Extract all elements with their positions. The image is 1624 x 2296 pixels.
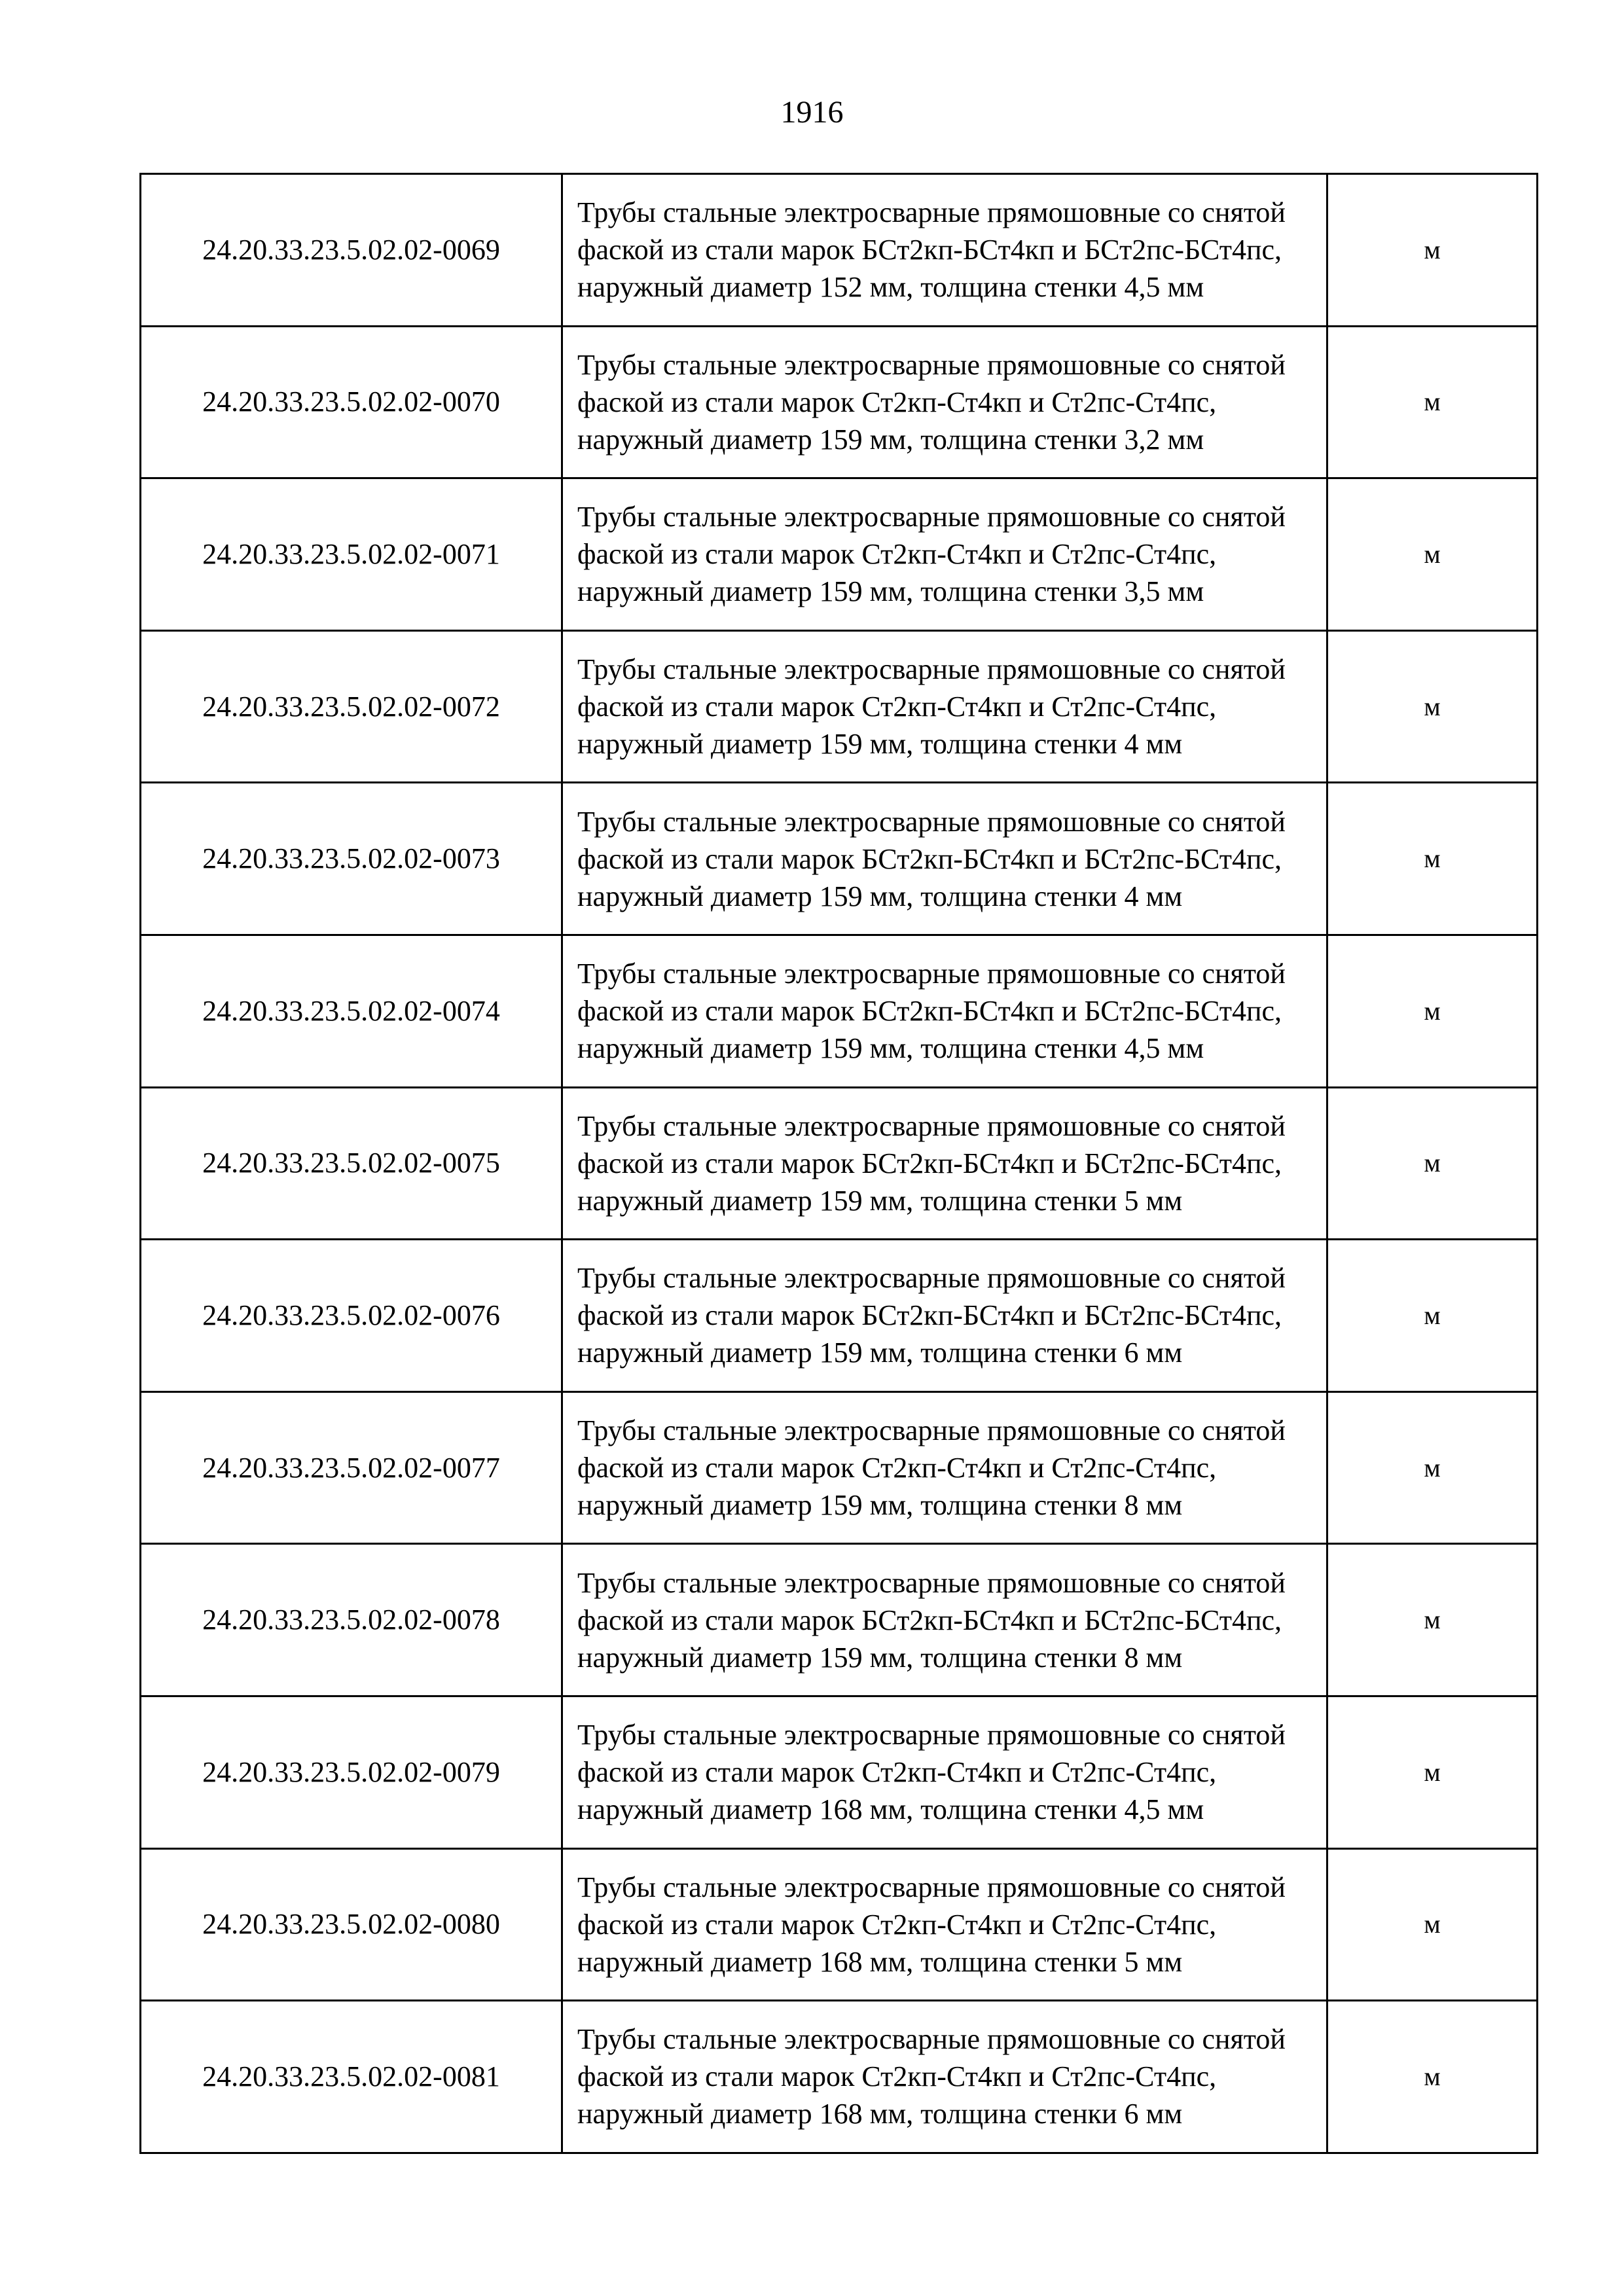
resource-code: 24.20.33.23.5.02.02-0072 [141,630,562,783]
unit-of-measure: м [1327,478,1538,631]
unit-of-measure: м [1327,1848,1538,2001]
resource-code: 24.20.33.23.5.02.02-0073 [141,783,562,935]
resource-code: 24.20.33.23.5.02.02-0070 [141,326,562,478]
table-row [141,630,1538,783]
resource-code: 24.20.33.23.5.02.02-0078 [141,1544,562,1696]
resource-code: 24.20.33.23.5.02.02-0074 [141,935,562,1087]
resource-code: 24.20.33.23.5.02.02-0079 [141,1696,562,1848]
table-row [141,1240,1538,1392]
resource-code: 24.20.33.23.5.02.02-0077 [141,1391,562,1544]
table-row [141,935,1538,1087]
resource-description: Трубы стальные электросварные прямошовные со снятой фаской из стали марок Ст2кп-Ст4кп и Ст2пс-Ст4пс, наружный диаметр 168 мм, толщина стенки 5 мм [562,1848,1327,2001]
resource-description: Трубы стальные электросварные прямошовные со снятой фаской из стали марок БСт2кп-БСт4кп и БСт2пс-БСт4пс, наружный диаметр 159 мм, толщина стенки 8 мм [562,1544,1327,1696]
table-row [141,478,1538,631]
page-number: 1916 [780,95,844,130]
table-row [141,2001,1538,2153]
resource-code: 24.20.33.23.5.02.02-0069 [141,174,562,327]
unit-of-measure: м [1327,2001,1538,2153]
unit-of-measure: м [1327,1544,1538,1696]
resource-code: 24.20.33.23.5.02.02-0076 [141,1240,562,1392]
resource-code: 24.20.33.23.5.02.02-0080 [141,1848,562,2001]
resource-description: Трубы стальные электросварные прямошовные со снятой фаской из стали марок БСт2кп-БСт4кп и БСт2пс-БСт4пс, наружный диаметр 159 мм, толщина стенки 5 мм [562,1087,1327,1240]
resource-description: Трубы стальные электросварные прямошовные со снятой фаской из стали марок БСт2кп-БСт4кп и БСт2пс-БСт4пс, наружный диаметр 159 мм, толщина стенки 4,5 мм [562,935,1327,1087]
resource-description: Трубы стальные электросварные прямошовные со снятой фаской из стали марок БСт2кп-БСт4кп и БСт2пс-БСт4пс, наружный диаметр 152 мм, толщина стенки 4,5 мм [562,174,1327,327]
unit-of-measure: м [1327,326,1538,478]
resource-description: Трубы стальные электросварные прямошовные со снятой фаской из стали марок Ст2кп-Ст4кп и Ст2пс-Ст4пс, наружный диаметр 168 мм, толщина стенки 6 мм [562,2001,1327,2153]
table-row [141,783,1538,935]
resource-table [139,173,1538,2154]
table-row [141,174,1538,327]
unit-of-measure: м [1327,1391,1538,1544]
unit-of-measure: м [1327,1696,1538,1848]
table-row [141,1696,1538,1848]
resource-description: Трубы стальные электросварные прямошовные со снятой фаской из стали марок Ст2кп-Ст4кп и Ст2пс-Ст4пс, наружный диаметр 159 мм, толщина стенки 3,2 мм [562,326,1327,478]
unit-of-measure: м [1327,174,1538,327]
resource-description: Трубы стальные электросварные прямошовные со снятой фаской из стали марок БСт2кп-БСт4кп и БСт2пс-БСт4пс, наружный диаметр 159 мм, толщина стенки 4 мм [562,783,1327,935]
unit-of-measure: м [1327,935,1538,1087]
table-row [141,1544,1538,1696]
unit-of-measure: м [1327,1087,1538,1240]
resource-code: 24.20.33.23.5.02.02-0075 [141,1087,562,1240]
table-row [141,1848,1538,2001]
resource-description: Трубы стальные электросварные прямошовные со снятой фаской из стали марок Ст2кп-Ст4кп и Ст2пс-Ст4пс, наружный диаметр 159 мм, толщина стенки 3,5 мм [562,478,1327,631]
resource-code: 24.20.33.23.5.02.02-0081 [141,2001,562,2153]
resource-description: Трубы стальные электросварные прямошовные со снятой фаской из стали марок Ст2кп-Ст4кп и Ст2пс-Ст4пс, наружный диаметр 159 мм, толщина стенки 8 мм [562,1391,1327,1544]
unit-of-measure: м [1327,1240,1538,1392]
unit-of-measure: м [1327,783,1538,935]
unit-of-measure: м [1327,630,1538,783]
resource-description: Трубы стальные электросварные прямошовные со снятой фаской из стали марок Ст2кп-Ст4кп и Ст2пс-Ст4пс, наружный диаметр 159 мм, толщина стенки 4 мм [562,630,1327,783]
resource-description: Трубы стальные электросварные прямошовные со снятой фаской из стали марок Ст2кп-Ст4кп и Ст2пс-Ст4пс, наружный диаметр 168 мм, толщина стенки 4,5 мм [562,1696,1327,1848]
resource-description: Трубы стальные электросварные прямошовные со снятой фаской из стали марок БСт2кп-БСт4кп и БСт2пс-БСт4пс, наружный диаметр 159 мм, толщина стенки 6 мм [562,1240,1327,1392]
table-row [141,1391,1538,1544]
resource-code: 24.20.33.23.5.02.02-0071 [141,478,562,631]
table-row [141,326,1538,478]
table-row [141,1087,1538,1240]
